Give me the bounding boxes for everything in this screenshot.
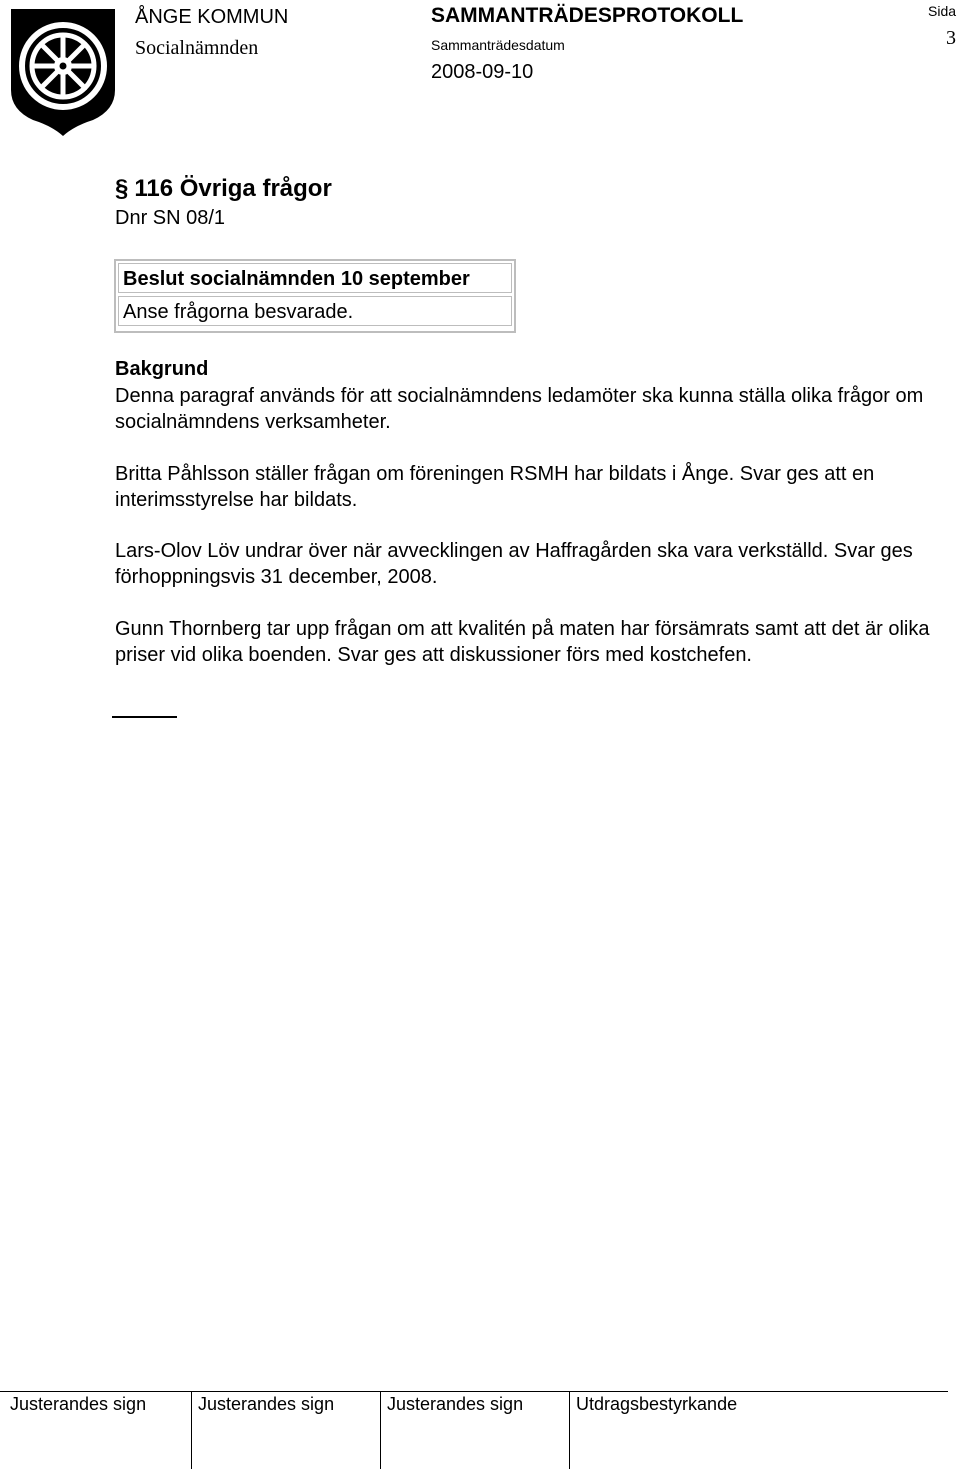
meeting-date: 2008-09-10: [431, 61, 534, 83]
decision-title: Beslut socialnämnden 10 september: [118, 263, 512, 293]
question-paragraph: Britta Påhlsson ställer frågan om föreningen RSMH har bildats i Ånge. Svar ges att en interimsstyrelse har bildats.: [115, 463, 875, 511]
document-title: SAMMANTRÄDESPROTOKOLL: [431, 4, 744, 27]
section-end-divider: [112, 716, 177, 718]
question-paragraph: Lars-Olov Löv undrar över när avvecklingen av Haffragården ska vara verkställd. Svar ges förhoppningsvis 31 december, 2008.: [115, 540, 913, 588]
footer-certification-box: Utdragsbestyrkande: [569, 1392, 948, 1469]
decision-box: [114, 259, 516, 333]
background-heading: Bakgrund: [115, 358, 209, 380]
footer-signature-box: Justerandes sign: [380, 1392, 569, 1469]
footer-signature-box: Justerandes sign: [191, 1392, 380, 1469]
section-symbol: §: [115, 175, 129, 202]
section-heading: [115, 175, 332, 203]
background-paragraph: Denna paragraf används för att socialnämndens ledamöter ska kunna ställa olika frågor om socialnämndens verksamheter.: [115, 385, 924, 433]
decision-text: Anse frågorna besvarade.: [118, 296, 512, 326]
page-number: 3: [946, 27, 956, 49]
department-name: Socialnämnden: [135, 37, 259, 59]
question-paragraph: Gunn Thornberg tar upp frågan om att kvalitén på maten har försämrats samt att det är olika priser vid olika boenden. Svar ges att diskussioner förs med kostchefen.: [115, 618, 930, 666]
section-title: 116 Övriga frågor: [134, 175, 332, 202]
wheel-shield-icon: [8, 6, 118, 138]
case-number: Dnr SN 08/1: [115, 207, 226, 229]
municipality-name: ÅNGE KOMMUN: [135, 6, 289, 28]
municipality-coat-of-arms: [8, 6, 118, 138]
page-label: Sida: [928, 3, 957, 19]
meeting-date-label: Sammanträdesdatum: [431, 37, 565, 53]
footer-signature-box: Justerandes sign: [10, 1394, 147, 1414]
